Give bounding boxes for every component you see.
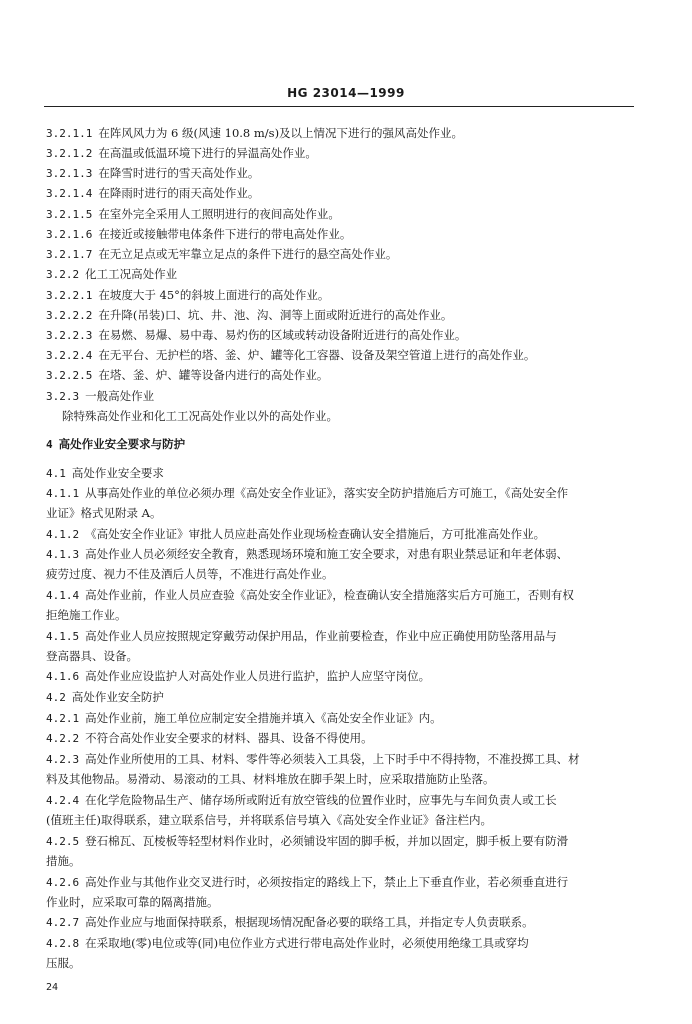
clause-text: 高处作业应设监护人对高处作业人员进行监护，监护人应坚守岗位。 — [85, 669, 431, 683]
clause-number: 4.2.3 — [46, 753, 80, 766]
clause-number: 3.2.1.3 — [46, 167, 93, 180]
clause-number: 3.2.2.4 — [46, 349, 93, 362]
clause-text: 高处作业前，作业人员应查验《高处安全作业证》，检查确认安全措施落实后方可施工，否则有权 — [85, 588, 574, 602]
clause-text: 在室外完全采用人工照明进行的夜间高处作业。 — [98, 207, 340, 221]
clause-text: 疲劳过度、视力不佳及酒后人员等，不准进行高处作业。 — [46, 567, 334, 581]
clause-text: 措施。 — [46, 854, 81, 868]
clause-number: 3.2.2.1 — [46, 289, 93, 302]
clause-text: 在高温或低温环境下进行的异温高处作业。 — [98, 146, 317, 160]
text-line — [46, 227, 638, 242]
clause-text: 从事高处作业的单位必须办理《高处安全作业证》，落实安全防护措施后方可施工，《高处安全作 — [85, 486, 569, 500]
clause-number: 3.2.1.5 — [46, 208, 93, 221]
text-line — [46, 793, 638, 808]
text-line — [46, 486, 638, 501]
clause-text: 高处作业前，施工单位应制定安全措施并填入《高处安全作业证》内。 — [85, 711, 442, 725]
clause-number: 3.2.1.4 — [46, 187, 93, 200]
clause-number: 4.2 — [46, 691, 66, 704]
clause-number: 4 — [46, 438, 53, 451]
clause-number: 3.2.1.2 — [46, 147, 93, 160]
clause-text: 不符合高处作业安全要求的材料、器具、设备不得使用。 — [85, 731, 373, 745]
clause-number: 4.2.8 — [46, 937, 80, 950]
clause-text: 在易燃、易爆、易中毒、易灼伤的区域或转动设备附近进行的高处作业。 — [98, 328, 467, 342]
text-line — [46, 669, 638, 684]
text-line — [46, 772, 638, 787]
text-line — [46, 186, 638, 201]
text-line — [46, 915, 638, 930]
text-line — [46, 956, 638, 971]
clause-text: 高处作业与其他作业交叉进行时，必须按指定的路线上下，禁止上下垂直作业，若必须垂直进行 — [85, 875, 569, 889]
clause-number: 4.1 — [46, 467, 66, 480]
clause-number: 3.2.2.2 — [46, 309, 93, 322]
clause-number: 4.2.1 — [46, 712, 80, 725]
text-line — [46, 348, 638, 363]
text-line — [46, 247, 638, 262]
text-line — [46, 466, 638, 481]
clause-text: 高处作业所使用的工具、材料、零件等必须装入工具袋，上下时手中不得持物，不准投掷工具、材 — [85, 752, 580, 766]
clause-number: 3.2.2.5 — [46, 369, 93, 382]
text-line — [46, 368, 638, 383]
text-line — [46, 288, 638, 303]
text-line — [46, 267, 638, 282]
text-line — [46, 527, 638, 542]
text-line — [46, 854, 638, 869]
clause-number: 4.2.4 — [46, 794, 80, 807]
clause-text: 在无平台、无护栏的塔、釜、炉、罐等化工容器、设备及架空管道上进行的高处作业。 — [98, 348, 536, 362]
clause-number: 4.1.1 — [46, 487, 80, 500]
clause-text: 拒绝施工作业。 — [46, 608, 127, 622]
clause-number: 4.1.3 — [46, 548, 80, 561]
text-line — [46, 629, 638, 644]
text-line — [46, 711, 638, 726]
clause-text: 登高器具、设备。 — [46, 649, 138, 663]
clause-number: 4.1.6 — [46, 670, 80, 683]
clause-text: 除特殊高处作业和化工工况高处作业以外的高处作业。 — [62, 409, 338, 423]
clause-number: 4.1.4 — [46, 589, 80, 602]
text-line — [46, 608, 638, 623]
text-line — [46, 207, 638, 222]
text-line — [46, 146, 638, 161]
text-line — [46, 389, 638, 404]
clause-text: 在阵风风力为 6 级(风速 10.8 m/s)及以上情况下进行的强风高处作业。 — [98, 126, 464, 140]
text-line — [46, 437, 638, 452]
text-line — [46, 166, 638, 181]
text-line — [46, 690, 638, 705]
clause-text: 在化学危险物品生产、储存场所或附近有放空管线的位置作业时，应事先与车间负责人或工长 — [85, 793, 557, 807]
text-line — [46, 547, 638, 562]
clause-text: 登石棉瓦、瓦棱板等轻型材料作业时，必须铺设牢固的脚手板，并加以固定，脚手板上要有防滑 — [85, 834, 569, 848]
clause-number: 3.2.2.3 — [46, 329, 93, 342]
clause-number: 3.2.2 — [46, 268, 80, 281]
clause-text: 在塔、釜、炉、罐等设备内进行的高处作业。 — [98, 368, 329, 382]
clause-text: 在无立足点或无牢靠立足点的条件下进行的悬空高处作业。 — [98, 247, 398, 261]
text-line — [46, 813, 638, 828]
clause-number: 4.1.2 — [46, 528, 80, 541]
clause-text: 一般高处作业 — [85, 389, 155, 403]
clause-number: 3.2.3 — [46, 390, 80, 403]
clause-text: 高处作业安全要求 — [71, 466, 164, 480]
text-line — [62, 409, 654, 424]
page-header: HG 23014—1999 — [287, 86, 405, 100]
text-line — [46, 506, 638, 521]
text-line — [46, 649, 638, 664]
text-line — [46, 328, 638, 343]
page-number: 24 — [46, 982, 59, 993]
clause-text: 在接近或接触带电体条件下进行的带电高处作业。 — [98, 227, 352, 241]
clause-text: 在升降(吊装)口、坑、井、池、沟、洞等上面或附近进行的高处作业。 — [98, 308, 453, 322]
clause-text: 《高处安全作业证》审批人员应赴高处作业现场检查确认安全措施后，方可批准高处作业。 — [85, 527, 546, 541]
clause-text: 高处作业安全要求与防护 — [58, 437, 186, 451]
text-line — [46, 308, 638, 323]
text-line — [46, 126, 638, 141]
text-line — [46, 731, 638, 746]
clause-text: 化工工况高处作业 — [85, 267, 178, 281]
text-line — [46, 588, 638, 603]
text-line — [46, 875, 638, 890]
clause-number: 4.2.2 — [46, 732, 80, 745]
clause-number: 3.2.1.6 — [46, 228, 93, 241]
clause-number: 4.1.5 — [46, 630, 80, 643]
text-line — [46, 834, 638, 849]
clause-text: (值班主任)取得联系，建立联系信号，并将联系信号填入《高处安全作业证》备注栏内。 — [46, 813, 492, 827]
clause-number: 4.2.6 — [46, 876, 80, 889]
text-line — [46, 752, 638, 767]
clause-text: 在采取地(零)电位或等(同)电位作业方式进行带电高处作业时，必须使用绝缘工具或穿均 — [85, 936, 529, 950]
clause-text: 业证》格式见附录 A。 — [46, 506, 162, 520]
clause-text: 高处作业应与地面保持联系，根据现场情况配备必要的联络工具，并指定专人负责联系。 — [85, 915, 534, 929]
clause-text: 在降雪时进行的雪天高处作业。 — [98, 166, 260, 180]
clause-text: 压服。 — [46, 956, 81, 970]
text-line — [46, 567, 638, 582]
clause-number: 3.2.1.7 — [46, 248, 93, 261]
clause-text: 高处作业人员必须经安全教育，熟悉现场环境和施工安全要求，对患有职业禁忌证和年老体弱、 — [85, 547, 569, 561]
clause-text: 在坡度大于 45°的斜坡上面进行的高处作业。 — [98, 288, 330, 302]
clause-number: 4.2.7 — [46, 916, 80, 929]
text-line — [46, 936, 638, 951]
clause-text: 高处作业安全防护 — [71, 690, 164, 704]
clause-text: 料及其他物品。易滑动、易滚动的工具、材料堆放在脚手架上时，应采取措施防止坠落。 — [46, 772, 495, 786]
clause-text: 作业时，应采取可靠的隔离措施。 — [46, 895, 219, 909]
clause-text: 高处作业人员应按照规定穿戴劳动保护用品，作业前要检查，作业中应正确使用防坠落用品与 — [85, 629, 557, 643]
text-line — [46, 895, 638, 910]
clause-number: 3.2.1.1 — [46, 127, 93, 140]
clause-text: 在降雨时进行的雨天高处作业。 — [98, 186, 260, 200]
clause-number: 4.2.5 — [46, 835, 80, 848]
